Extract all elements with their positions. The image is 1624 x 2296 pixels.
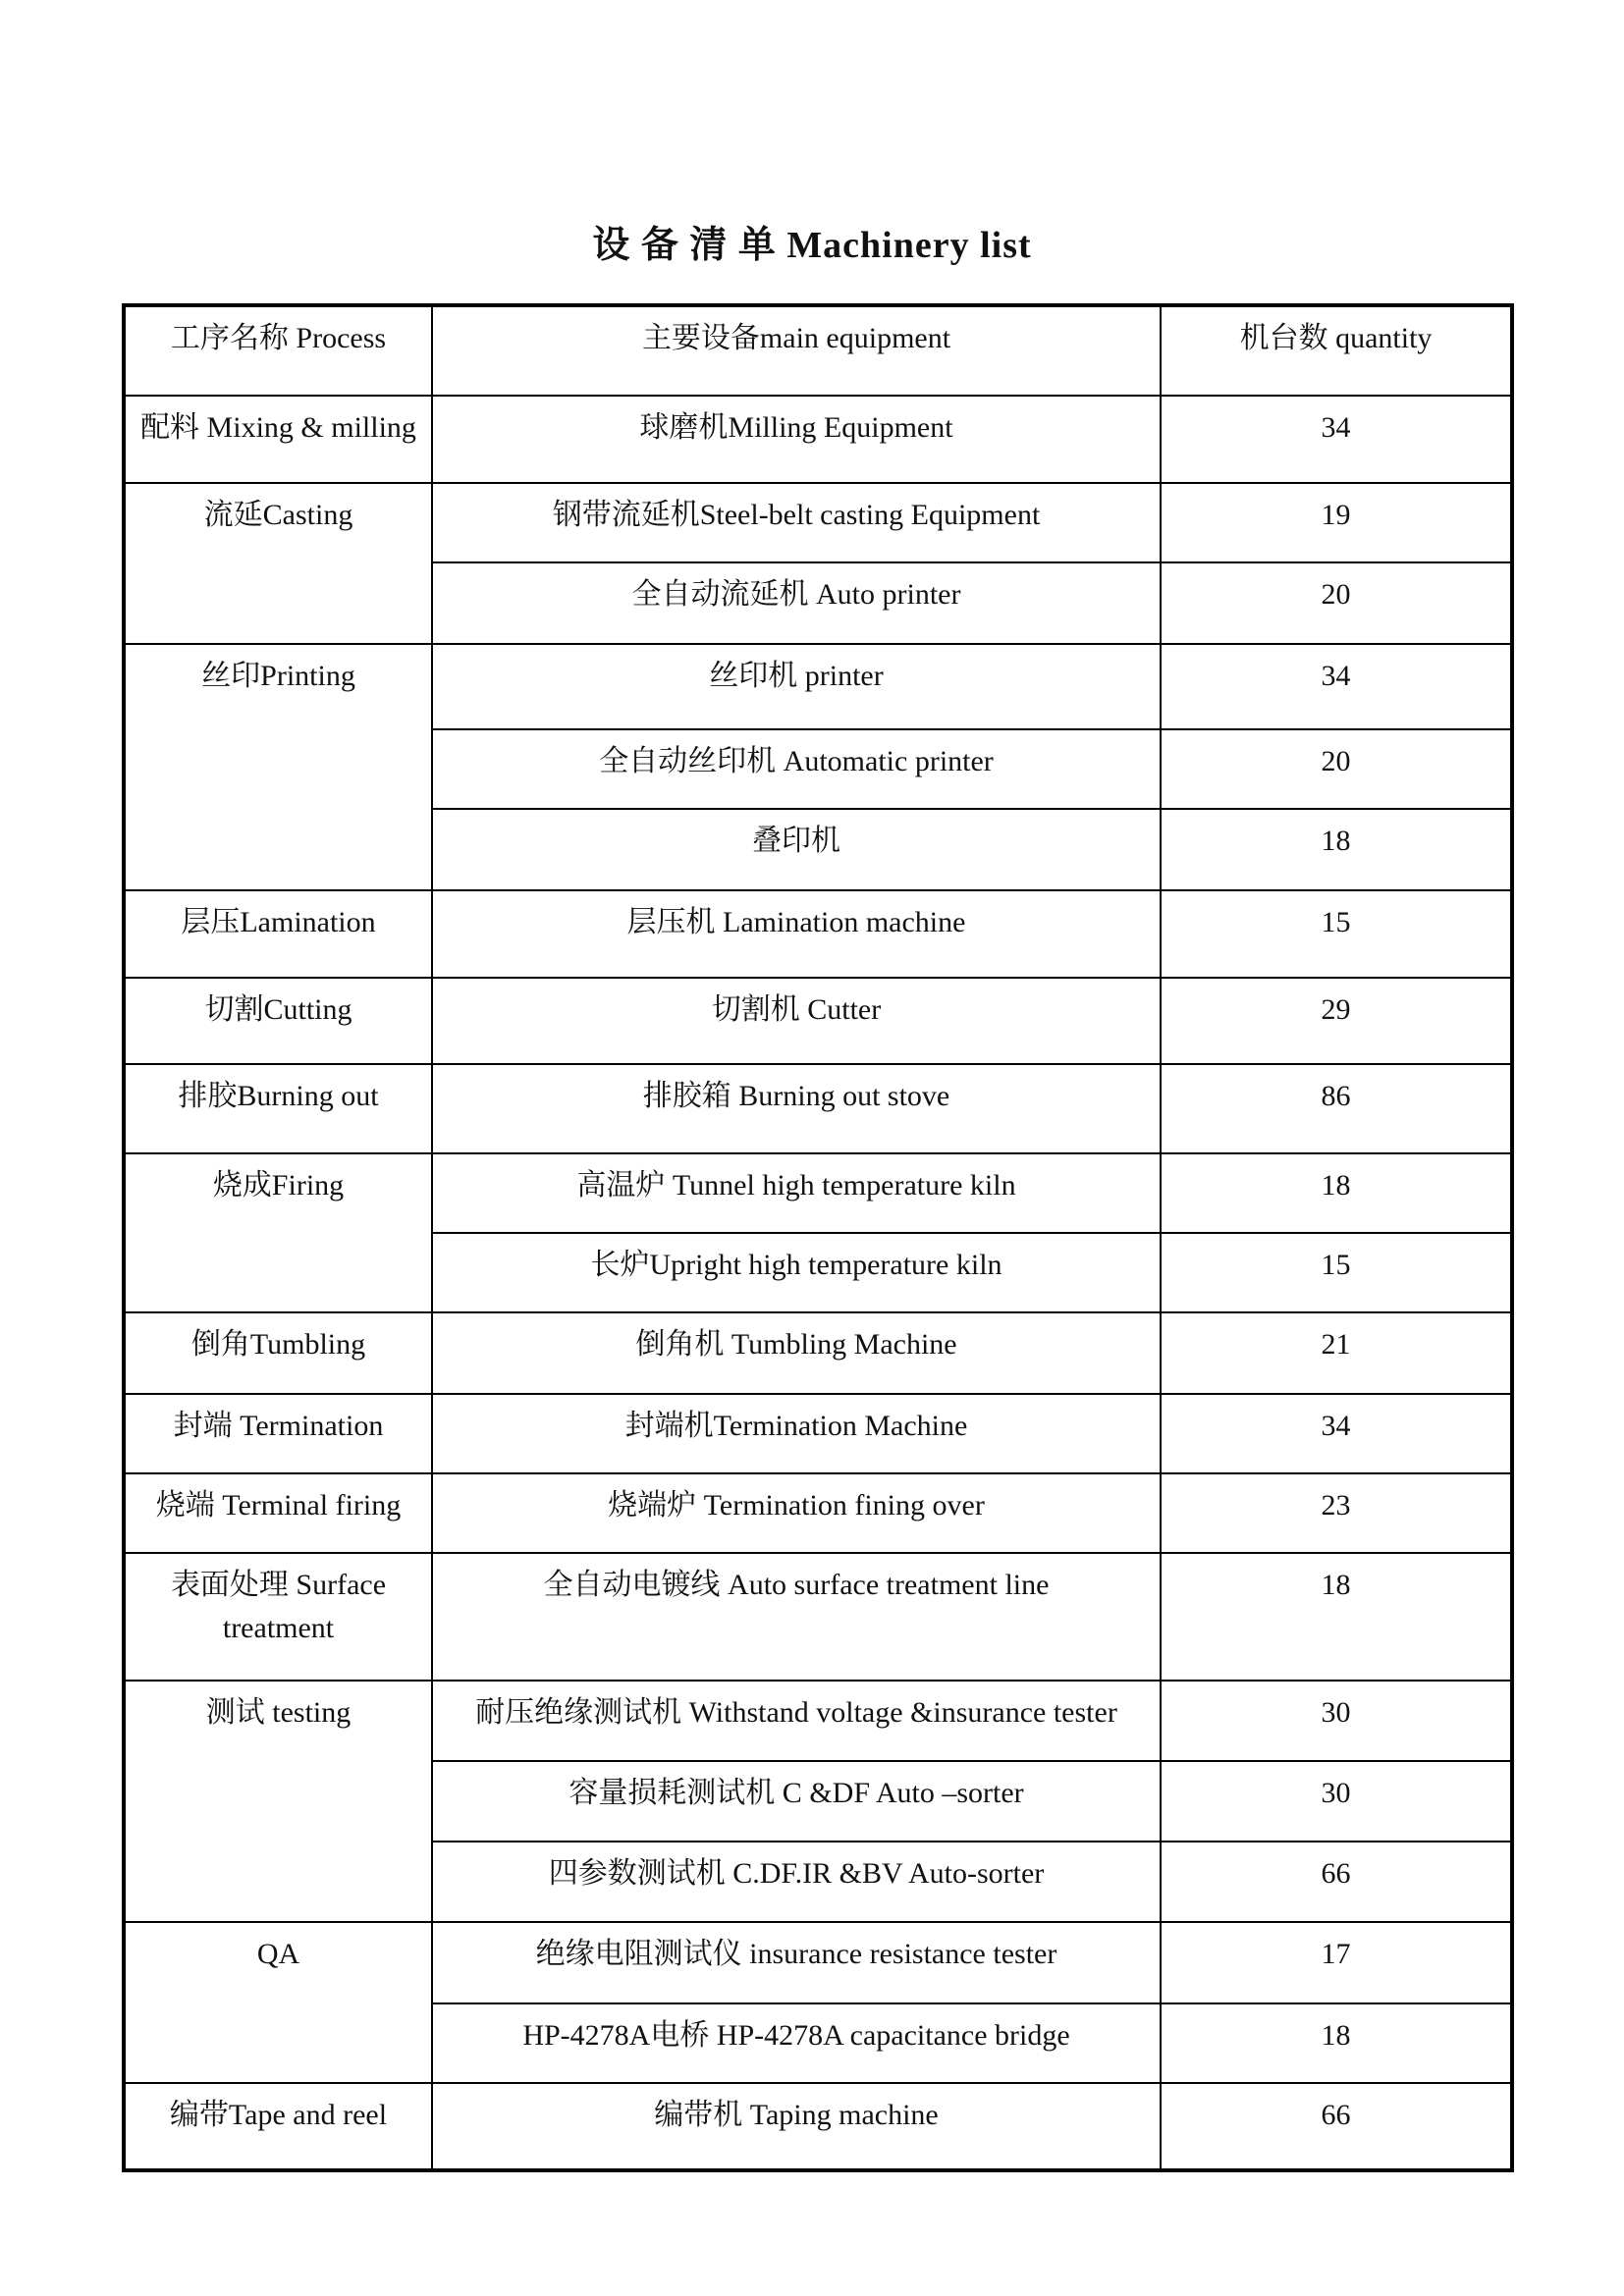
equipment-cell (432, 1394, 1161, 1473)
table-row (124, 1553, 1512, 1681)
quantity-cell-text: 20 (1321, 745, 1351, 777)
quantity-cell-text: 86 (1321, 1080, 1351, 1112)
equipment-cell (432, 1473, 1161, 1553)
equipment-cell-text: 叠印机 (752, 825, 840, 857)
equipment-cell-text: 四参数测试机 C.DF.IR &BV Auto-sorter (548, 1857, 1045, 1890)
process-cell (124, 1473, 432, 1553)
process-cell (124, 1394, 432, 1473)
process-cell (124, 1153, 432, 1312)
table-row (124, 1394, 1512, 1473)
equipment-cell (432, 1681, 1161, 1761)
equipment-cell-text: 倒角机 Tumbling Machine (635, 1328, 957, 1361)
process-cell-text: 烧成Firing (212, 1169, 345, 1201)
quantity-cell-text: 34 (1321, 660, 1351, 692)
quantity-cell (1161, 729, 1512, 809)
equipment-cell (432, 644, 1161, 729)
table-row (124, 1473, 1512, 1553)
quantity-cell-text: 18 (1321, 825, 1351, 857)
equipment-cell-text: 长炉Upright high temperature kiln (590, 1249, 1002, 1281)
equipment-cell-text: 编带机 Taping machine (654, 2099, 939, 2131)
table-row (124, 978, 1512, 1064)
quantity-cell-text: 20 (1321, 578, 1351, 611)
process-cell (124, 644, 432, 890)
table-row (124, 396, 1512, 483)
quantity-cell-text: 19 (1321, 499, 1351, 531)
table-row (124, 890, 1512, 978)
quantity-cell-text: 18 (1321, 2019, 1351, 2052)
process-cell-text: 测试 testing (205, 1696, 352, 1729)
equipment-cell (432, 978, 1161, 1064)
quantity-cell (1161, 396, 1512, 483)
quantity-cell (1161, 2003, 1512, 2083)
quantity-cell (1161, 890, 1512, 978)
quantity-cell-text: 29 (1321, 993, 1351, 1026)
quantity-cell-text: 15 (1321, 1249, 1351, 1281)
machinery-table (122, 303, 1514, 2172)
quantity-cell (1161, 1473, 1512, 1553)
equipment-cell (432, 729, 1161, 809)
quantity-cell (1161, 1153, 1512, 1233)
quantity-cell (1161, 1064, 1512, 1153)
table-row (124, 1153, 1512, 1233)
process-cell (124, 483, 432, 644)
equipment-cell (432, 1922, 1161, 2003)
equipment-cell (432, 890, 1161, 978)
equipment-cell-text: 高温炉 Tunnel high temperature kiln (576, 1169, 1016, 1201)
equipment-cell (432, 1153, 1161, 1233)
equipment-cell-text: 排胶箱 Burning out stove (642, 1080, 950, 1112)
equipment-cell (432, 1233, 1161, 1312)
equipment-cell (432, 1553, 1161, 1681)
process-cell-text: 编带Tape and reel (169, 2099, 388, 2131)
header-equipment (432, 305, 1161, 396)
process-cell (124, 890, 432, 978)
equipment-cell-text: 封端机Termination Machine (624, 1410, 968, 1442)
header-row (124, 305, 1512, 396)
equipment-cell-text: 层压机 Lamination machine (626, 906, 966, 938)
quantity-cell-text: 23 (1321, 1489, 1351, 1522)
equipment-cell-text: 全自动丝印机 Automatic printer (599, 745, 994, 777)
process-cell-text: 流延Casting (203, 499, 353, 531)
page-title: 设 备 清 单 Machinery list (592, 225, 1032, 266)
table-row (124, 1681, 1512, 1761)
equipment-cell-text: 烧端炉 Termination fining over (608, 1489, 985, 1522)
table-row (124, 2083, 1512, 2170)
process-cell-text: 排胶Burning out (178, 1080, 379, 1112)
table-row (124, 483, 1512, 562)
quantity-cell (1161, 1842, 1512, 1922)
quantity-cell (1161, 483, 1512, 562)
quantity-cell-text: 15 (1321, 906, 1351, 938)
process-cell (124, 2083, 432, 2170)
quantity-cell-text: 34 (1321, 411, 1351, 444)
equipment-cell (432, 562, 1161, 644)
header-equipment-text: 主要设备main equipment (641, 322, 951, 354)
quantity-cell-text: 34 (1321, 1410, 1351, 1442)
equipment-cell (432, 2003, 1161, 2083)
equipment-cell (432, 2083, 1161, 2170)
header-quantity (1161, 305, 1512, 396)
quantity-cell-text: 30 (1321, 1696, 1351, 1729)
process-cell-text: 层压Lamination (181, 906, 376, 938)
quantity-cell (1161, 1761, 1512, 1842)
quantity-cell (1161, 1553, 1512, 1681)
quantity-cell-text: 30 (1321, 1777, 1351, 1809)
process-cell (124, 1922, 432, 2083)
process-cell-text: 丝印Printing (201, 660, 355, 692)
header-quantity-text: 机台数 quantity (1239, 322, 1433, 354)
header-process-text: 工序名称 Process (170, 322, 387, 354)
process-cell-text: 倒角Tumbling (190, 1328, 366, 1361)
equipment-cell-text: 全自动电镀线 Auto surface treatment line (543, 1569, 1050, 1601)
table-row (124, 1922, 1512, 2003)
process-cell (124, 1064, 432, 1153)
process-cell-text: 配料 Mixing & milling (140, 411, 416, 444)
equipment-cell (432, 483, 1161, 562)
equipment-cell (432, 1761, 1161, 1842)
table-row (124, 1064, 1512, 1153)
process-cell-text: 表面处理 Surface treatment (170, 1569, 387, 1644)
quantity-cell-text: 17 (1321, 1938, 1351, 1970)
process-cell-text: QA (256, 1938, 300, 1970)
quantity-cell (1161, 1681, 1512, 1761)
quantity-cell (1161, 644, 1512, 729)
process-cell-text: 封端 Termination (173, 1410, 384, 1442)
equipment-cell-text: 绝缘电阻测试仪 insurance resistance tester (535, 1938, 1057, 1970)
process-cell (124, 1553, 432, 1681)
header-process (124, 305, 432, 396)
equipment-cell (432, 396, 1161, 483)
equipment-cell-text: 容量损耗测试机 C &DF Auto –sorter (568, 1777, 1024, 1809)
process-cell (124, 1681, 432, 1922)
equipment-cell (432, 1842, 1161, 1922)
equipment-cell-text: 丝印机 printer (709, 660, 884, 692)
quantity-cell (1161, 562, 1512, 644)
quantity-cell (1161, 978, 1512, 1064)
quantity-cell-text: 18 (1321, 1569, 1351, 1601)
quantity-cell (1161, 1922, 1512, 2003)
equipment-cell-text: 切割机 Cutter (711, 993, 882, 1026)
equipment-cell (432, 809, 1161, 890)
equipment-cell-text: 钢带流延机Steel-belt casting Equipment (552, 499, 1041, 531)
equipment-cell-text: 球磨机Milling Equipment (639, 411, 953, 444)
quantity-cell (1161, 1394, 1512, 1473)
equipment-cell (432, 1064, 1161, 1153)
quantity-cell-text: 21 (1321, 1328, 1351, 1361)
quantity-cell (1161, 1312, 1512, 1394)
equipment-cell-text: 全自动流延机 Auto printer (631, 578, 961, 611)
process-cell (124, 978, 432, 1064)
quantity-cell (1161, 2083, 1512, 2170)
equipment-cell-text: HP-4278A电桥 HP-4278A capacitance bridge (522, 2019, 1070, 2052)
equipment-cell (432, 1312, 1161, 1394)
quantity-cell-text: 66 (1321, 2099, 1351, 2131)
process-cell-text: 烧端 Terminal firing (155, 1489, 402, 1522)
equipment-cell-text: 耐压绝缘测试机 Withstand voltage &insurance tester (475, 1696, 1117, 1729)
process-cell (124, 1312, 432, 1394)
process-cell-text: 切割Cutting (204, 993, 352, 1026)
quantity-cell (1161, 1233, 1512, 1312)
quantity-cell-text: 66 (1321, 1857, 1351, 1890)
quantity-cell (1161, 809, 1512, 890)
quantity-cell-text: 18 (1321, 1169, 1351, 1201)
table-row (124, 1312, 1512, 1394)
process-cell (124, 396, 432, 483)
table-row (124, 644, 1512, 729)
